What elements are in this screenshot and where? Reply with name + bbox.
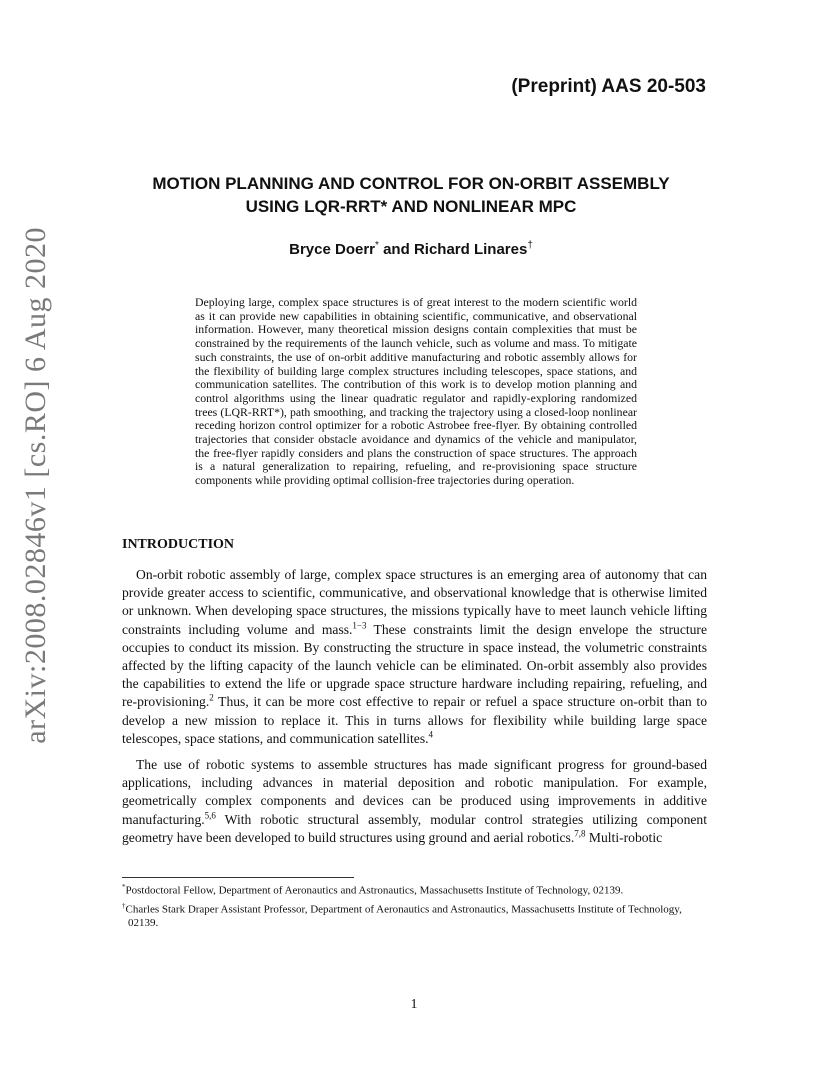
- paragraph-text: On-orbit robotic assembly of large, complex space structures is an emerging area of autonomy that can provide greater access to scientific, communicative, and observational knowledge that is otherwise limited or unknown. When developing space structures, the missions typically have to meet launch vehicle lifting constraints including volume and mass.: [122, 567, 707, 637]
- citation-ref: 2: [209, 692, 214, 703]
- author-list: [100, 240, 722, 258]
- section-body: [122, 566, 707, 855]
- title-line-2: USING LQR-RRT* AND NONLINEAR MPC: [245, 197, 577, 216]
- author-affiliation-mark: *: [375, 240, 379, 251]
- citation-ref: 5,6: [204, 810, 216, 821]
- preprint-label: (Preprint) AAS 20-503: [511, 76, 706, 97]
- paragraph-text: With robotic structural assembly, modular control strategies utilizing component geometry have been developed to build structures using ground and aerial robotics.: [122, 811, 707, 845]
- paragraph-text: These constraints limit the design envelope the structure occupies to conduct its mission. By constructing the structure in space instead, the volumetric constraints affected by the lifting capacity of the launch vehicle can be eliminated. On-orbit assembly also provides the capabilities to extend the life or upgrade space structure hardware including repairing, refueling, and re-provisioning.: [122, 621, 707, 710]
- author-affiliation-mark: †: [527, 240, 533, 251]
- author-name: Richard Linares: [413, 241, 528, 258]
- page-number: 1: [410, 997, 418, 1012]
- arxiv-identifier-stamp: [8, 226, 64, 744]
- footnote: [122, 880, 707, 898]
- citation-ref: 1−3: [352, 620, 367, 631]
- title-line-1: MOTION PLANNING AND CONTROL FOR ON-ORBIT ASSEMBLY: [152, 174, 670, 193]
- footnotes: [122, 880, 707, 931]
- citation-ref: 4: [428, 729, 434, 740]
- abstract: Deploying large, complex space structures is of great interest to the modern scientific world as it can provide new capabilities in obtaining scientific, communicative, and observational information. However, many theoretical mission designs contain complexities that must be constrained by the requirements of the launch vehicle, such as volume and mass. To mitigate such constraints, the use of on-orbit additive manufacturing and robotic assembly allows for the flexibility of building large complex structures including telescopes, space stations, and communication satellites. The contribution of this work is to develop motion planning and control algorithms using the linear quadratic regulator and rapidly-exploring randomized trees (LQR-RRT*), path smoothing, and tracking the trajectory using a closed-loop nonlinear receding horizon control optimizer for a robotic Astrobee free-flyer. By obtaining controlled trajectories that consider obstacle avoidance and dynamics of the vehicle and manipulator, the free-flyer rapidly considers and plans the construction of space structures. The approach is a natural generalization to repairing, refueling, and re-provisioning space structure components while providing optimal collision-free trajectories during operation.: [195, 295, 637, 488]
- footnote-text: Charles Stark Draper Assistant Professor, Department of Aeronautics and Astronautics, Massachusetts Institute of Technology, 02139.: [125, 903, 682, 930]
- section-heading: INTRODUCTION: [122, 537, 235, 552]
- footnote-divider: [122, 877, 354, 878]
- footnote: [122, 899, 707, 931]
- footnote-mark: †: [122, 901, 126, 910]
- citation-ref: 7,8: [574, 828, 586, 839]
- paragraph-text: The use of robotic systems to assemble structures has made significant progress for ground-based applications, including advances in material deposition and robotic manipulation. For example, geometrically complex components and devices can be produced using improvements in additive manufacturing.: [122, 757, 707, 827]
- arxiv-identifier: arXiv:2008.02846v1 [cs.RO] 6 Aug 2020: [19, 226, 52, 744]
- author-conjunction: and: [383, 241, 410, 258]
- footnote-text: Postdoctoral Fellow, Department of Aeronautics and Astronautics, Massachusetts Institute of Technology, 02139.: [125, 884, 624, 897]
- paragraph-text: Thus, it can be more cost effective to repair or refuel a space structure on-orbit than to develop a new mission to replace it. This in turns allows for flexibility while building large space telescopes, space stations, and communication satellites.: [122, 694, 707, 746]
- author-name: Bryce Doerr: [289, 241, 376, 258]
- paragraph: [122, 756, 707, 847]
- paper-title: [100, 172, 722, 218]
- paragraph: [122, 566, 707, 748]
- paragraph-text: Multi-robotic: [585, 829, 663, 845]
- footnote-mark: *: [122, 883, 126, 891]
